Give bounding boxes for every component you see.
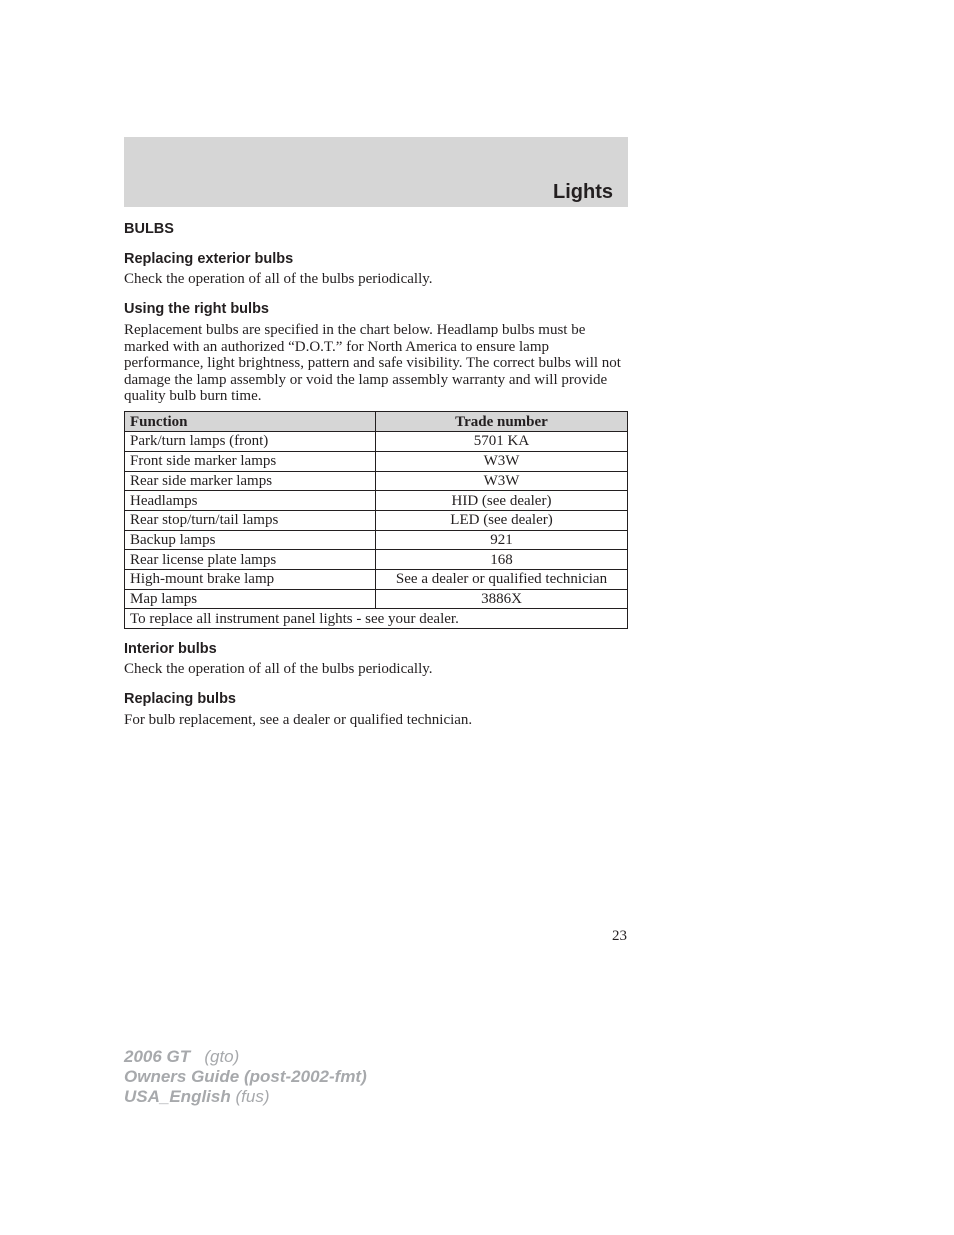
section-heading-bulbs: BULBS <box>124 221 174 237</box>
table-cell-function: Park/turn lamps (front) <box>125 432 376 452</box>
paragraph-replacing-exterior: Check the operation of all of the bulbs periodically. <box>124 271 433 287</box>
footer-model: 2006 GT <box>124 1047 191 1066</box>
table-cell-function: Map lamps <box>125 589 376 609</box>
table-row <box>125 569 628 589</box>
table-cell-trade-number: 5701 KA <box>376 432 628 452</box>
table-footnote-row <box>125 609 628 629</box>
subheading-replacing: Replacing bulbs <box>124 691 236 708</box>
subheading-replacing-exterior: Replacing exterior bulbs <box>124 251 294 267</box>
table-row <box>125 530 628 550</box>
table-row <box>125 451 628 471</box>
footer-line-3 <box>124 1087 367 1107</box>
chapter-header-band <box>124 137 628 207</box>
footer-line-2 <box>124 1067 367 1087</box>
chapter-title: Lights <box>553 181 613 203</box>
footer-guide: Owners Guide (post-2002-fmt) <box>124 1067 367 1086</box>
bulb-table <box>124 411 628 629</box>
table-cell-trade-number: W3W <box>376 471 628 491</box>
paragraph-replacing: For bulb replacement, see a dealer or qualified technician. <box>124 712 473 729</box>
footer-language: USA_English <box>124 1087 231 1106</box>
paragraph-using-right: Replacement bulbs are specified in the chart below. Headlamp bulbs must be marked with an authorized “D.O.T.” for North America to ensure lamp performance, light brightness, pattern and safe visibility. The correct bulbs will not damage the lamp assembly or void the lamp assembly warranty and will provide quality bulb burn time. <box>124 322 621 405</box>
paragraph-interior: Check the operation of all of the bulbs periodically. <box>124 661 433 677</box>
footer-line-1 <box>124 1047 367 1067</box>
table-row <box>125 589 628 609</box>
page-number: 23 <box>612 928 627 944</box>
table-cell-function: Rear license plate lamps <box>125 550 376 570</box>
table-row <box>125 471 628 491</box>
table-row <box>125 491 628 511</box>
table-row <box>125 550 628 570</box>
table-header-row <box>125 412 628 432</box>
document-footer <box>124 1047 367 1107</box>
footer-language-code: (fus) <box>235 1087 270 1106</box>
table-cell-trade-number: See a dealer or qualified technician <box>376 569 628 589</box>
page-content <box>124 219 628 729</box>
table-cell-trade-number: W3W <box>376 451 628 471</box>
table-cell-function: Backup lamps <box>125 530 376 550</box>
table-row <box>125 510 628 530</box>
table-cell-function: Rear stop/turn/tail lamps <box>125 510 376 530</box>
table-row <box>125 432 628 452</box>
table-cell-trade-number: 3886X <box>376 589 628 609</box>
subheading-interior: Interior bulbs <box>124 641 217 657</box>
table-footnote: To replace all instrument panel lights - see your dealer. <box>125 609 628 629</box>
table-cell-function: Rear side marker lamps <box>125 471 376 491</box>
table-cell-function: High-mount brake lamp <box>125 569 376 589</box>
table-cell-trade-number: HID (see dealer) <box>376 491 628 511</box>
table-cell-function: Headlamps <box>125 491 376 511</box>
table-cell-trade-number: LED (see dealer) <box>376 510 628 530</box>
table-header-function: Function <box>125 412 376 432</box>
footer-model-code: (gto) <box>204 1047 240 1066</box>
table-cell-trade-number: 168 <box>376 550 628 570</box>
table-header-trade-number: Trade number <box>376 412 628 432</box>
table-cell-trade-number: 921 <box>376 530 628 550</box>
subheading-using-right: Using the right bulbs <box>124 301 269 318</box>
table-cell-function: Front side marker lamps <box>125 451 376 471</box>
